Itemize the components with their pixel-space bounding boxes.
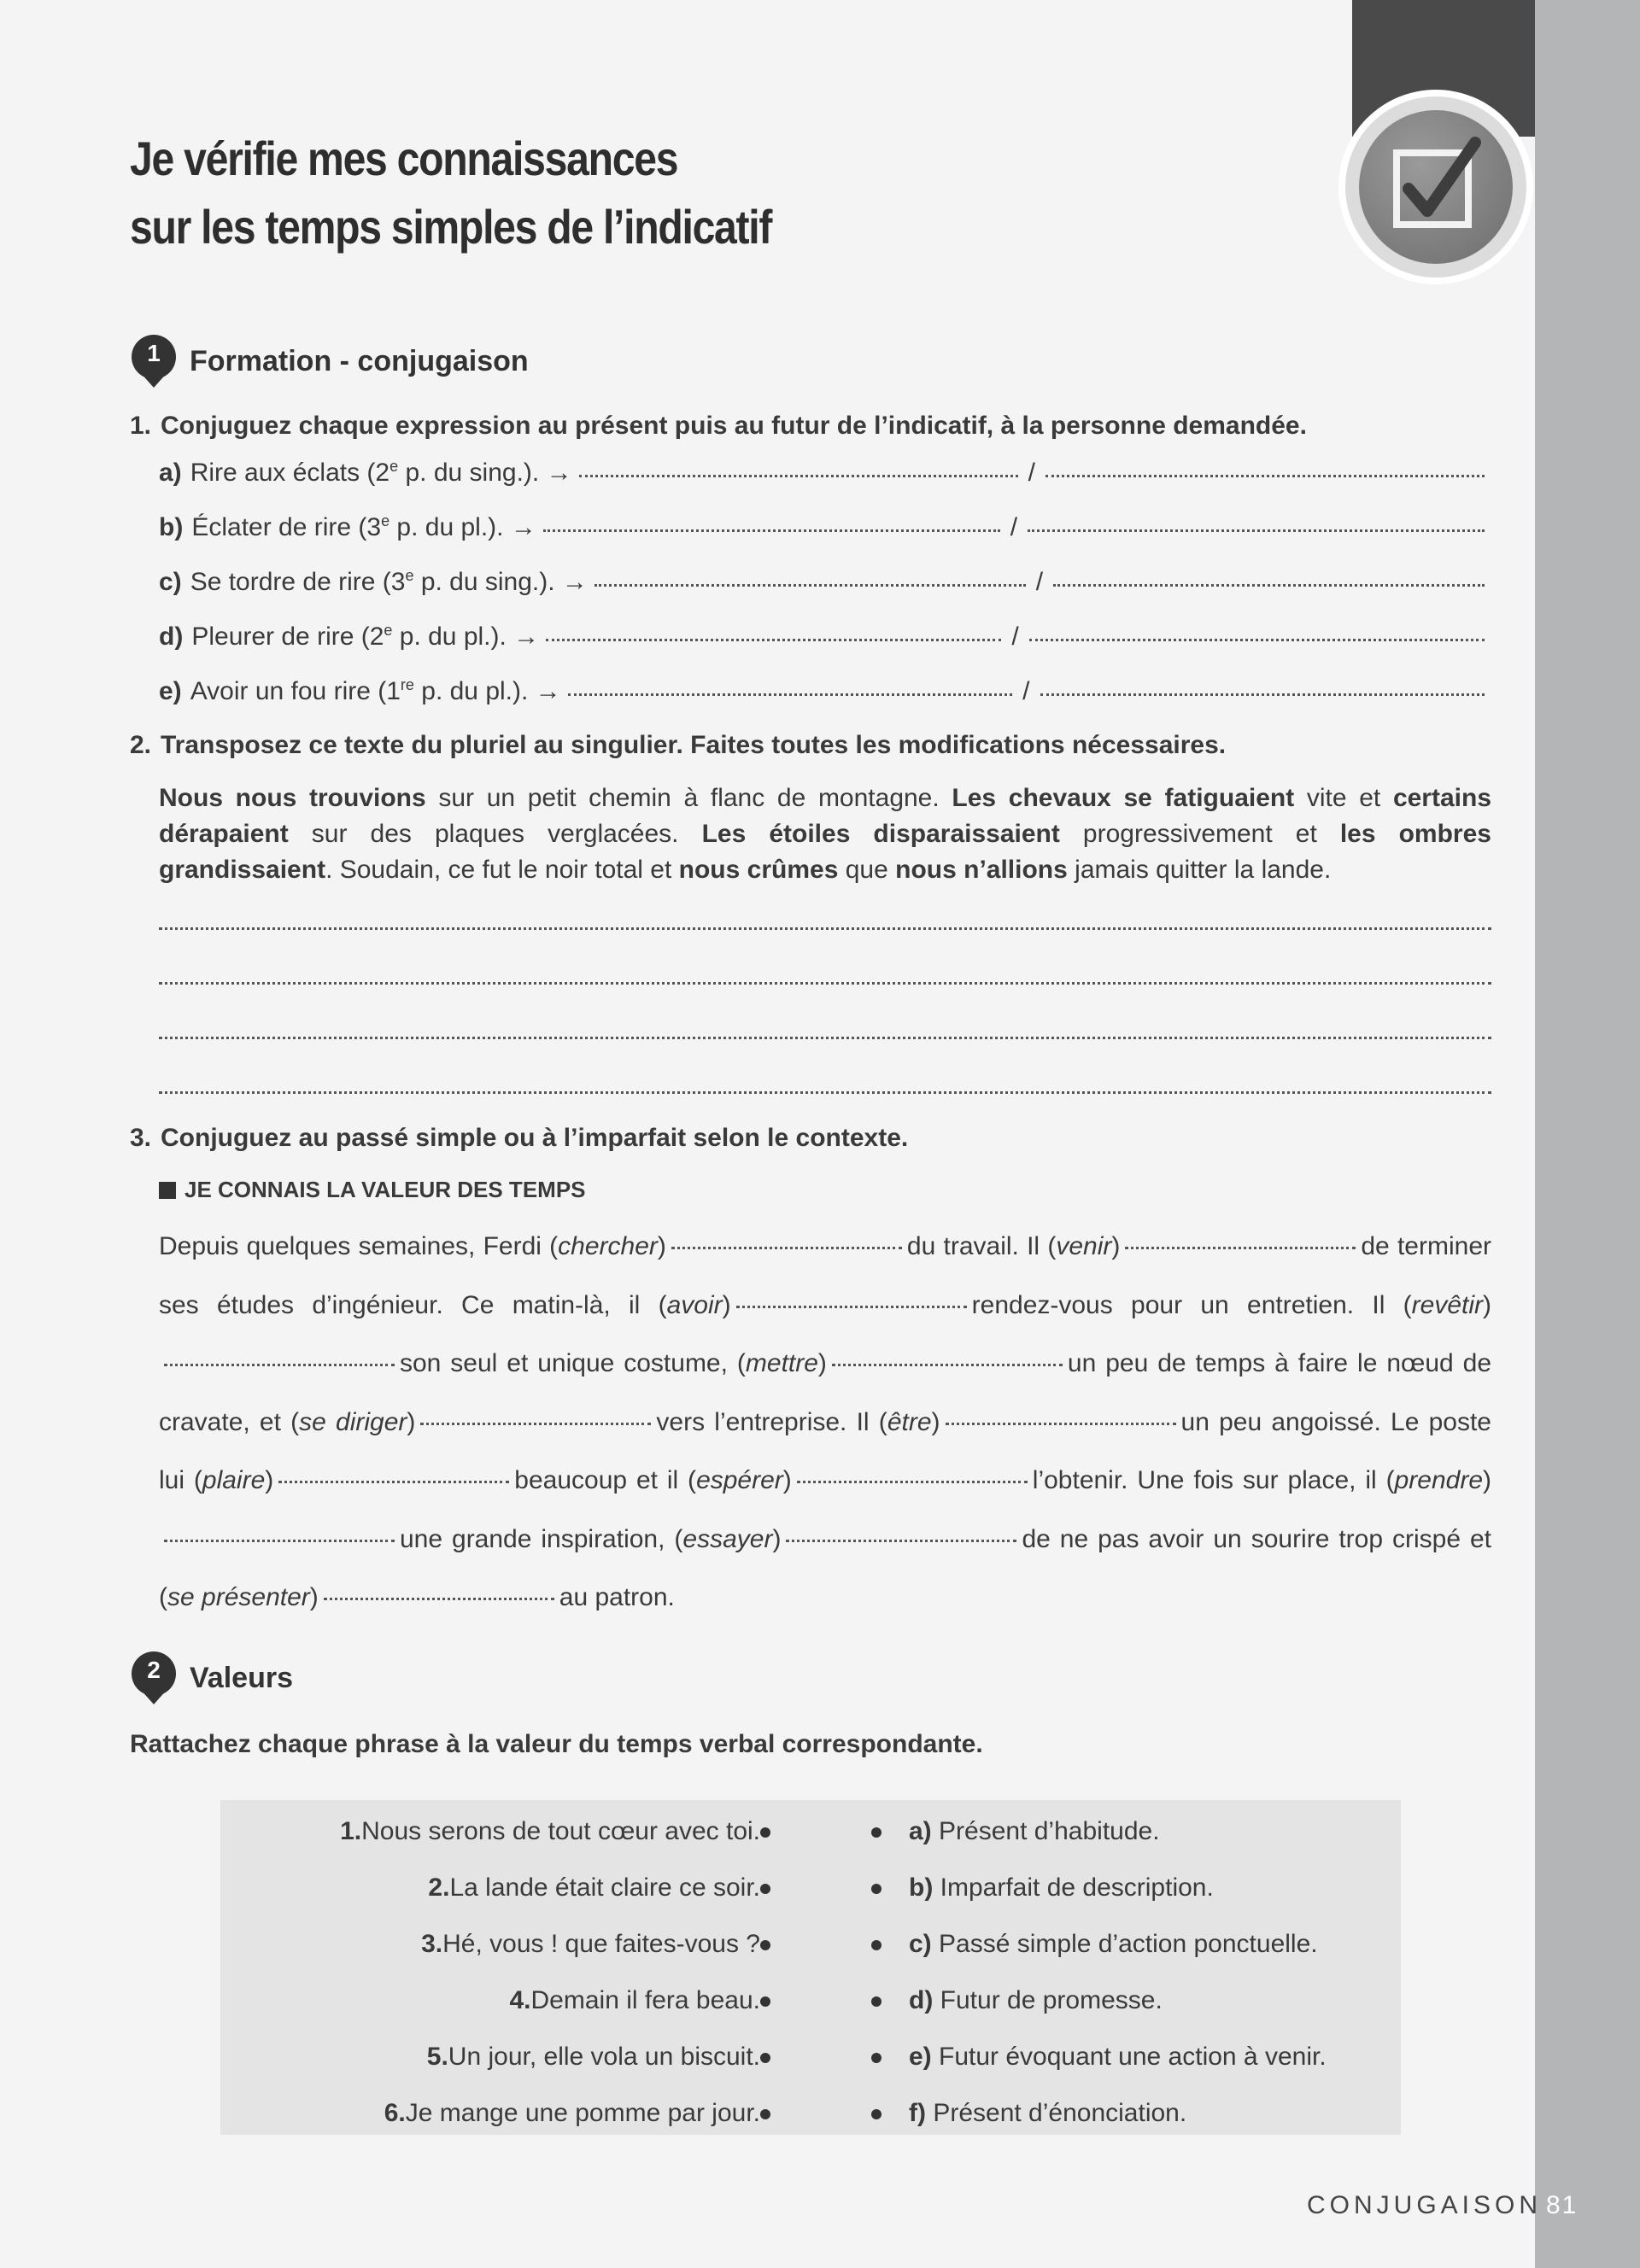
value-letter: d) bbox=[909, 1986, 934, 2014]
superscript: re bbox=[400, 676, 414, 693]
conjugation-item bbox=[159, 676, 1491, 706]
verb-infinitive: chercher bbox=[558, 1232, 658, 1260]
question-2: 2. Transposez ce texte du pluriel au singulier. Faites toutes les modifications nécessaires. bbox=[130, 731, 1227, 759]
verb-infinitive: mettre bbox=[745, 1349, 818, 1377]
checkbox-check-icon bbox=[1383, 134, 1489, 240]
item-letter: d) bbox=[159, 623, 184, 651]
match-row bbox=[220, 2087, 1401, 2143]
item-letter: a) bbox=[159, 459, 182, 487]
item-label: Se tordre de rire (3e p. du sing.). → bbox=[190, 567, 588, 596]
answer-line[interactable] bbox=[159, 1037, 1491, 1039]
item-label: Rire aux éclats (2e p. du sing.). → bbox=[190, 458, 572, 487]
verb-infinitive: prendre bbox=[1394, 1466, 1484, 1494]
verb-infinitive: être bbox=[887, 1407, 932, 1436]
page-number: 81 bbox=[1546, 2191, 1578, 2219]
section-1-heading bbox=[130, 335, 529, 388]
conjugation-item bbox=[159, 458, 1491, 488]
section-2-heading bbox=[130, 1651, 293, 1704]
match-dot-left[interactable] bbox=[760, 2109, 770, 2119]
side-strip bbox=[1535, 0, 1640, 2268]
section-1-title: Formation - conjugaison bbox=[190, 344, 529, 377]
sentence: 3.Hé, vous ! que faites-vous ? bbox=[421, 1930, 760, 1958]
matching-exercise bbox=[220, 1800, 1401, 2135]
item-letter: e) bbox=[159, 677, 182, 705]
subheading: JE CONNAIS LA VALEUR DES TEMPS bbox=[159, 1177, 586, 1203]
sentence: 2.La lande était claire ce soir. bbox=[428, 1873, 760, 1902]
sentence-number: 1. bbox=[340, 1817, 362, 1845]
value-letter: c) bbox=[909, 1930, 932, 1958]
item-label: Avoir un fou rire (1re p. du pl.). → bbox=[190, 676, 561, 705]
match-row bbox=[220, 1862, 1401, 1918]
answer-blank[interactable] bbox=[946, 1423, 1176, 1425]
answer-line[interactable] bbox=[159, 1091, 1491, 1094]
page-title bbox=[130, 125, 771, 261]
verb-infinitive: essayer bbox=[682, 1524, 773, 1553]
highlighted-phrase: Les étoiles disparaissaient bbox=[701, 820, 1060, 848]
section-2-title: Valeurs bbox=[190, 1661, 293, 1694]
answer-blank-present[interactable] bbox=[546, 639, 1001, 641]
match-dot-right[interactable] bbox=[871, 1884, 882, 1894]
item-letter: b) bbox=[159, 513, 184, 541]
answer-blank[interactable] bbox=[1125, 1247, 1356, 1249]
sentence: 1.Nous serons de tout cœur avec toi. bbox=[340, 1817, 760, 1845]
superscript: e bbox=[390, 458, 399, 475]
question-1: 1. Conjuguez chaque expression au présent puis au futur de l’indicatif, à la personne demandée. bbox=[130, 412, 1307, 440]
match-dot-left[interactable] bbox=[760, 1827, 770, 1838]
match-dot-left[interactable] bbox=[760, 1884, 770, 1894]
footer-section: CONJUGAISON bbox=[1307, 2191, 1543, 2219]
value-letter: b) bbox=[909, 1873, 934, 1902]
match-dot-left[interactable] bbox=[760, 2053, 770, 2063]
answer-blank-future[interactable] bbox=[1028, 529, 1485, 532]
highlighted-phrase: nous crûmes bbox=[678, 856, 839, 884]
match-row bbox=[220, 1805, 1401, 1862]
sentence-number: 4. bbox=[509, 1986, 531, 2014]
answer-blank[interactable] bbox=[797, 1481, 1028, 1483]
match-dot-right[interactable] bbox=[871, 2053, 882, 2063]
value-letter: e) bbox=[909, 2043, 932, 2071]
instruction: Rattachez chaque phrase à la valeur du temps verbal correspondante. bbox=[130, 1730, 983, 1758]
match-dot-right[interactable] bbox=[871, 1996, 882, 2007]
tense-value: b) Imparfait de description. bbox=[909, 1873, 1214, 1902]
sentence-number: 6. bbox=[384, 2099, 406, 2127]
item-label: Éclater de rire (3e p. du pl.). → bbox=[191, 512, 536, 541]
checkmark-badge bbox=[1338, 90, 1533, 284]
tense-value: c) Passé simple d’action ponctuelle. bbox=[909, 1930, 1318, 1958]
match-dot-left[interactable] bbox=[760, 1996, 770, 2007]
conjugation-item bbox=[159, 622, 1491, 652]
match-row bbox=[220, 1918, 1401, 1974]
verb-infinitive: espérer bbox=[696, 1466, 783, 1494]
separator: / bbox=[1011, 623, 1019, 651]
value-letter: a) bbox=[909, 1817, 932, 1845]
answer-blank-present[interactable] bbox=[594, 584, 1026, 587]
cloze-text: Depuis quelques semaines, Ferdi (chercher) du travail. Il (venir) de terminer ses études d’ingénieur. Ce matin-là, il (avoir) rendez-vous pour un entretien. Il (revêtir)son seul et unique costume, (mettre) un peu de temps à faire le nœud de cravate, et (se diriger) vers l’entreprise. Il (être) un peu angoissé. Le poste lui (plaire) beaucoup et il (espérer) l’obtenir. Une fois sur place, il (prendre)une grande inspiration, (essayer) de ne pas avoir un sourire trop crispé et (se présenter) au patron. bbox=[159, 1232, 1492, 1611]
highlighted-phrase: nous n’allions bbox=[895, 856, 1068, 884]
answer-blank[interactable] bbox=[786, 1540, 1016, 1542]
section-number-pin: 2 bbox=[130, 1651, 178, 1704]
answer-blank[interactable] bbox=[278, 1481, 509, 1483]
answer-blank-future[interactable] bbox=[1046, 475, 1485, 477]
answer-blank-future[interactable] bbox=[1040, 693, 1485, 696]
superscript: e bbox=[384, 622, 393, 639]
verb-infinitive: avoir bbox=[666, 1290, 723, 1319]
match-dot-left[interactable] bbox=[760, 1940, 770, 1950]
superscript: e bbox=[381, 512, 390, 529]
superscript: e bbox=[405, 567, 414, 584]
answer-blank-present[interactable] bbox=[568, 693, 1012, 696]
match-dot-right[interactable] bbox=[871, 2109, 882, 2119]
verb-infinitive: se présenter bbox=[167, 1583, 310, 1611]
match-row bbox=[220, 1974, 1401, 2031]
conjugation-item bbox=[159, 512, 1491, 542]
answer-blank[interactable] bbox=[736, 1306, 967, 1308]
section-number-pin: 1 bbox=[130, 335, 178, 388]
match-dot-right[interactable] bbox=[871, 1940, 882, 1950]
question-3: 3. Conjuguez au passé simple ou à l’imparfait selon le contexte. bbox=[130, 1124, 909, 1152]
value-letter: f) bbox=[909, 2099, 926, 2127]
answer-line[interactable] bbox=[159, 982, 1491, 985]
match-row bbox=[220, 2031, 1401, 2087]
highlighted-phrase: Nous nous trouvions bbox=[159, 784, 426, 812]
answer-blank-present[interactable] bbox=[579, 475, 1018, 477]
answer-blank[interactable] bbox=[420, 1423, 651, 1425]
verb-infinitive: revêtir bbox=[1411, 1290, 1484, 1319]
answer-blank[interactable] bbox=[832, 1364, 1063, 1366]
tense-value: d) Futur de promesse. bbox=[909, 1986, 1163, 2014]
sentence: 5.Un jour, elle vola un biscuit. bbox=[426, 2043, 760, 2071]
answer-blank[interactable] bbox=[671, 1247, 902, 1249]
footer bbox=[1307, 2191, 1578, 2220]
square-bullet-icon bbox=[159, 1182, 176, 1199]
verb-infinitive: venir bbox=[1056, 1232, 1112, 1260]
separator: / bbox=[1035, 568, 1044, 596]
verb-infinitive: plaire bbox=[202, 1466, 266, 1494]
title-line-2: sur les temps simples de l’indicatif bbox=[130, 200, 772, 254]
separator: / bbox=[1010, 513, 1018, 541]
item-letter: c) bbox=[159, 568, 182, 596]
title-line-1: Je vérifie mes connaissances bbox=[130, 132, 678, 185]
sentence-number: 3. bbox=[421, 1930, 443, 1958]
sentence: 6.Je mange une pomme par jour. bbox=[384, 2099, 760, 2127]
tense-value: a) Présent d’habitude. bbox=[909, 1817, 1160, 1845]
highlighted-phrase: certains dérapaient bbox=[159, 784, 1492, 848]
separator: / bbox=[1022, 677, 1030, 705]
answer-blank-future[interactable] bbox=[1053, 584, 1485, 587]
answer-blank-present[interactable] bbox=[543, 529, 1000, 532]
conjugation-item bbox=[159, 567, 1491, 597]
verb-infinitive: se diriger bbox=[299, 1407, 407, 1436]
sentence: 4.Demain il fera beau. bbox=[509, 1986, 760, 2014]
answer-line[interactable] bbox=[159, 927, 1491, 930]
answer-blank[interactable] bbox=[164, 1540, 395, 1542]
highlighted-phrase: Les chevaux se fatiguaient bbox=[952, 784, 1295, 812]
answer-blank-future[interactable] bbox=[1029, 639, 1485, 641]
tense-value: e) Futur évoquant une action à venir. bbox=[909, 2043, 1327, 2071]
sentence-number: 5. bbox=[426, 2043, 448, 2071]
answer-blank[interactable] bbox=[164, 1364, 395, 1366]
item-label: Pleurer de rire (2e p. du pl.). → bbox=[191, 622, 540, 651]
highlighted-phrase: les ombres grandissaient bbox=[159, 820, 1491, 884]
separator: / bbox=[1028, 459, 1035, 487]
tense-value: f) Présent d’énonciation. bbox=[909, 2099, 1187, 2127]
answer-blank[interactable] bbox=[324, 1598, 554, 1600]
match-dot-right[interactable] bbox=[871, 1827, 882, 1838]
passage-text: Nous nous trouvions sur un petit chemin à flanc de montagne. Les chevaux se fatiguaient vite et certains dérapaient sur des plaques verglacées. Les étoiles disparaissaient progressivement et les ombres grandissaient. Soudain, ce fut le noir total et nous crûmes que nous n’allions jamais quitter la lande. bbox=[159, 784, 1492, 884]
sentence-number: 2. bbox=[428, 1873, 450, 1902]
